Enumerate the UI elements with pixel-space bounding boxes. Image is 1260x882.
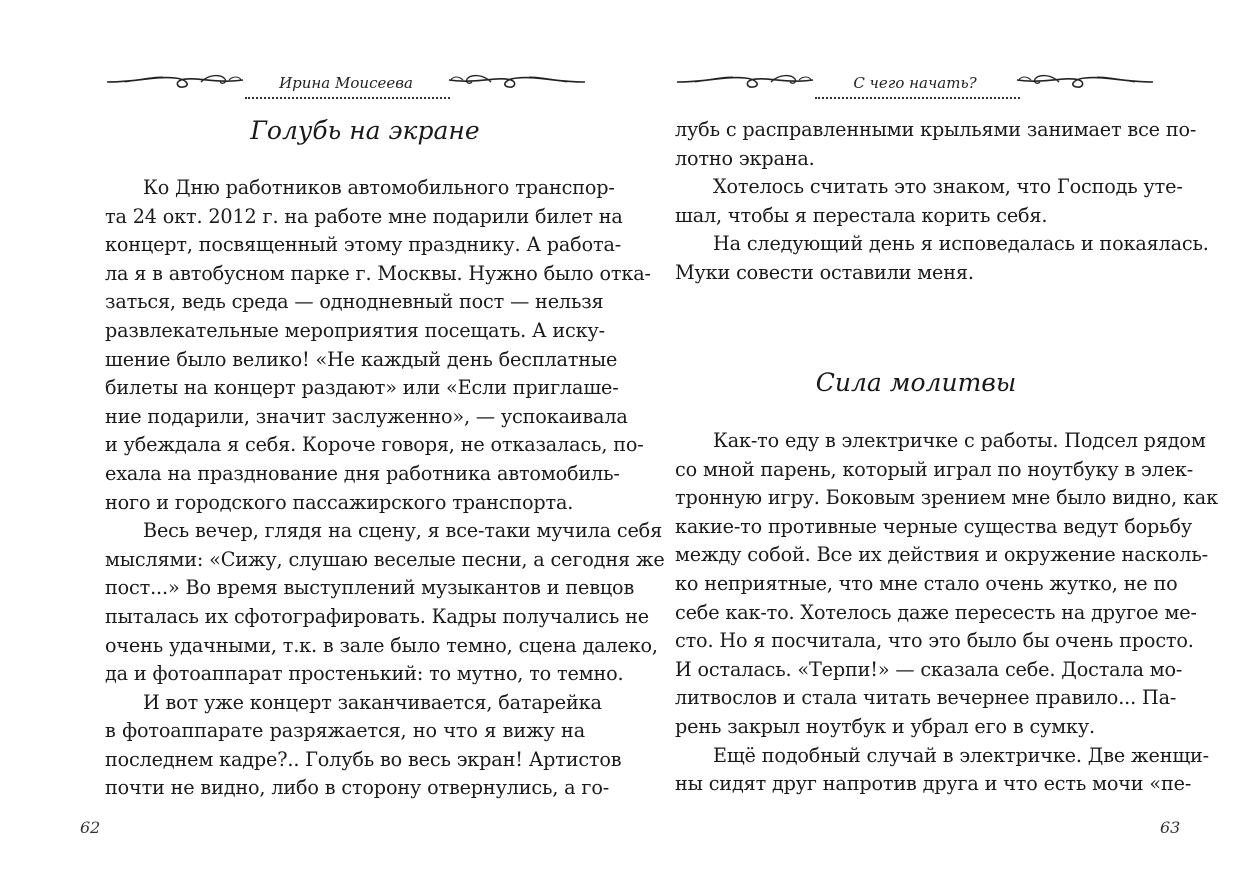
text-line: очень удачными, т.к. в зале было темно, сцена далеко, — [105, 633, 658, 657]
chapter-title: Голубь на экране — [250, 116, 480, 145]
running-header-title: С чего начать? — [853, 74, 977, 92]
page-number: 63 — [1160, 818, 1181, 837]
text-line: Ко Дню работников автомобильного транспор- — [143, 176, 615, 199]
text-line: ла я в автобусном парке г. Москвы. Нужно было отка- — [105, 261, 651, 285]
header-dotted-rule — [245, 97, 450, 99]
text-line: мыслями: «Сижу, слушаю веселые песни, а сегодня же — [105, 547, 665, 571]
text-line: И осталась. «Терпи!» — сказала себе. Достала мо- — [675, 657, 1183, 681]
text-line: и убеждала я себя. Короче говоря, не отказалась, по- — [105, 433, 644, 457]
right-body-text-bottom — [675, 427, 1218, 799]
header-dotted-rule — [815, 97, 1020, 99]
text-line: рень закрыл ноутбук и убрал его в сумку. — [675, 714, 1095, 738]
chapter-title: Сила молитвы — [815, 368, 1017, 397]
text-line: лотно экрана. — [675, 146, 815, 170]
text-line: развлекательные мероприятия посещать. А иску- — [105, 318, 605, 342]
text-line: тронную игру. Боковым зрением мне было видно, как — [675, 486, 1218, 510]
text-line: ного и городского пассажирского транспорта. — [105, 490, 574, 514]
text-line: сто. Но я посчитала, что это было бы очень просто. — [675, 629, 1194, 653]
text-line: литвослов и стала читать вечернее правило... Па- — [675, 686, 1177, 710]
text-line: почти не видно, либо в сторону отвернулись, а го- — [105, 776, 610, 800]
text-line: пыталась их сфотографировать. Кадры получались не — [105, 604, 649, 628]
text-line: Ещё подобный случай в электричке. Две женщи- — [713, 743, 1210, 767]
running-header-title: Ирина Моисеева — [279, 74, 413, 92]
text-line: ны сидят друг напротив друга и что есть мочи «пе- — [675, 772, 1192, 796]
text-line: между собой. Все их действия и окружение насколь- — [675, 543, 1208, 567]
text-line: Муки совести оставили меня. — [675, 260, 974, 284]
text-line: концерт, посвященный этому празднику. А работа- — [105, 233, 622, 257]
text-line: шал, чтобы я перестала корить себя. — [675, 203, 1048, 227]
text-line: ехала на празднование дня работника автомобиль- — [105, 461, 620, 485]
text-line: И вот уже концерт заканчивается, батарейка — [143, 690, 602, 714]
left-body-text — [105, 174, 665, 803]
text-line: со мной парень, который играл по ноутбуку в элек- — [675, 457, 1194, 481]
right-page — [630, 0, 1260, 882]
text-line: последнем кадре?.. Голубь во весь экран! Артистов — [105, 747, 622, 771]
text-line: ко неприятные, что мне стало очень жутко, не по — [675, 571, 1178, 595]
text-line: Как-то еду в электричке с работы. Подсел рядом — [713, 429, 1206, 452]
page-number: 62 — [80, 818, 101, 837]
text-line: лубь с расправленными крыльями занимает все по- — [675, 118, 1197, 141]
text-line: пост...» Во время выступлений музыкантов и певцов — [105, 576, 635, 600]
running-header-right — [675, 66, 1155, 106]
text-line: в фотоаппарате разряжается, но что я вижу на — [105, 719, 585, 743]
text-line: шение было велико! «Не каждый день бесплатные — [105, 347, 618, 371]
text-line: да и фотоаппарат простенький: то мутно, то темно. — [105, 662, 624, 686]
text-line: себе как-то. Хотелось даже пересесть на другое ме- — [675, 600, 1197, 624]
text-line: Весь вечер, глядя на сцену, я все-таки мучила себя — [143, 519, 663, 543]
text-line: Хотелось считать это знаком, что Господь уте- — [713, 175, 1183, 199]
running-header-left — [105, 66, 587, 106]
text-line: На следующий день я исповедалась и покаялась. — [713, 232, 1209, 256]
text-line: заться, ведь среда — однодневный пост — нельзя — [105, 290, 604, 314]
text-line: какие-то противные черные существа ведут борьбу — [675, 514, 1193, 538]
text-line: та 24 окт. 2012 г. на работе мне подарили билет на — [105, 204, 623, 228]
text-line: билеты на концерт раздают» или «Если приглаше- — [105, 376, 619, 400]
right-body-text-top — [675, 116, 1209, 288]
text-line: ние подарили, значит заслуженно», — успокаивала — [105, 404, 628, 428]
